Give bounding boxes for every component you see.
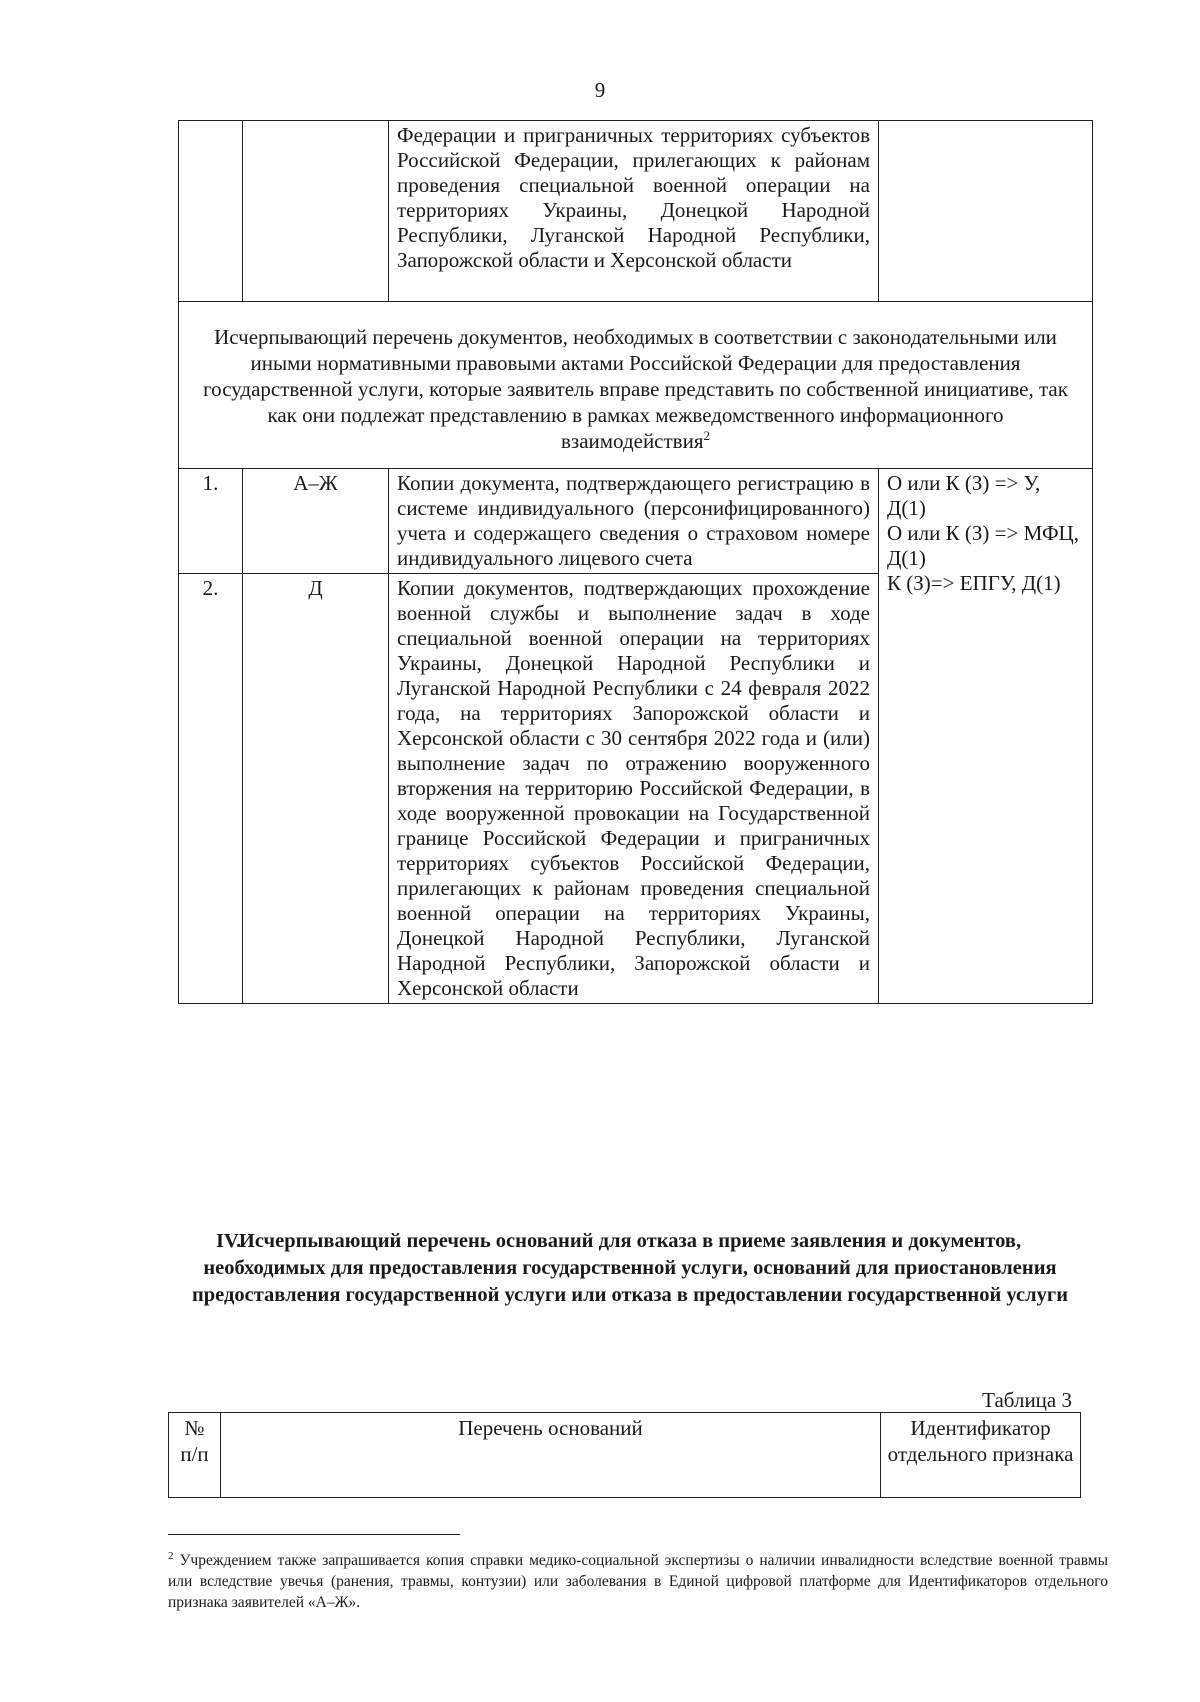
table-label: Таблица 3 [982, 1388, 1072, 1412]
section-header: Исчерпывающий перечень документов, необходимых в соответствии с законодательными или иными нормативными правовыми актами Российской Федерации для предоставления государственной услуги, которые заявитель вправе представить по собственной инициативе, так как они подлежат представлению в рамках межведомственного информационного взаимодействия [203, 325, 1068, 453]
row-text: Копии документа, подтверждающего регистрацию в системе индивидуального (персонифицированного) учета и содержащего сведения о страховом номере индивидуального лицевого счета [389, 469, 879, 574]
page-number: 9 [594, 78, 606, 102]
delivery-code: О или К (З) => МФЦ, Д(1) [887, 521, 1079, 570]
row-category: Д [243, 574, 389, 1004]
section-number: IV. [216, 1230, 242, 1252]
row-category: А–Ж [243, 469, 389, 574]
footnote-marker: 2 [168, 1550, 174, 1562]
footnote [168, 1546, 1108, 1613]
section-iv-heading [180, 1228, 1080, 1309]
column-header: Перечень оснований [221, 1413, 881, 1498]
row-number: 2. [179, 574, 243, 1004]
grounds-table [168, 1412, 1081, 1498]
delivery-codes [879, 469, 1093, 1004]
continuation-text: Федерации и приграничных территориях субъектов Российской Федерации, прилегающих к районам проведения специальной военной операции на территориях Украины, Донецкой Народной Республики, Луганской Народной Республики, Запорожской области и Херсонской области [389, 121, 879, 302]
table-section-row [179, 302, 1093, 469]
delivery-code: К (З)=> ЕПГУ, Д(1) [887, 571, 1061, 595]
documents-table [178, 120, 1093, 1004]
footnote-divider [168, 1534, 460, 1535]
row-text: Копии документов, подтверждающих прохождение военной службы и выполнение задач в ходе специальной военной операции на территориях Украины, Донецкой Народной Республики и Луганской Народной Республики с 24 февраля 2022 года, на территориях Запорожской области и Херсонской области с 30 сентября 2022 года и (или) выполнение задач по отражению вооруженного вторжения на территорию Российской Федерации, в ходе вооруженной провокации на Государственной границе Российской Федерации и приграничных территориях субъектов Российской Федерации, прилегающих к районам проведения специальной военной операции на территориях Украины, Донецкой Народной Республики, Луганской Народной Республики, Запорожской области и Херсонской области [389, 574, 879, 1004]
table-header-row [169, 1413, 1081, 1498]
row-number: 1. [179, 469, 243, 574]
section-title: Исчерпывающий перечень оснований для отказа в приеме заявления и документов, необходимых для предоставления государственной услуги, оснований для приостановления предоставления государственной услуги или отказа в предоставлении государственной услуги [191, 1230, 1069, 1306]
table-row [179, 469, 1093, 574]
footnote-ref: 2 [703, 428, 710, 443]
column-header: № п/п [169, 1413, 221, 1498]
column-header: Идентификатор отдельного признака [881, 1413, 1081, 1498]
delivery-code: О или К (З) => У, Д(1) [887, 471, 1041, 520]
table-row [179, 121, 1093, 302]
footnote-text: Учреждением также запрашивается копия справки медико-социальной экспертизы о наличии инвалидности вследствие военной травмы или вследствие увечья (ранения, травмы, контузии) или заболевания в Единой цифровой платформе для Идентификаторов отдельного признака заявителей «А–Ж». [168, 1552, 1108, 1612]
